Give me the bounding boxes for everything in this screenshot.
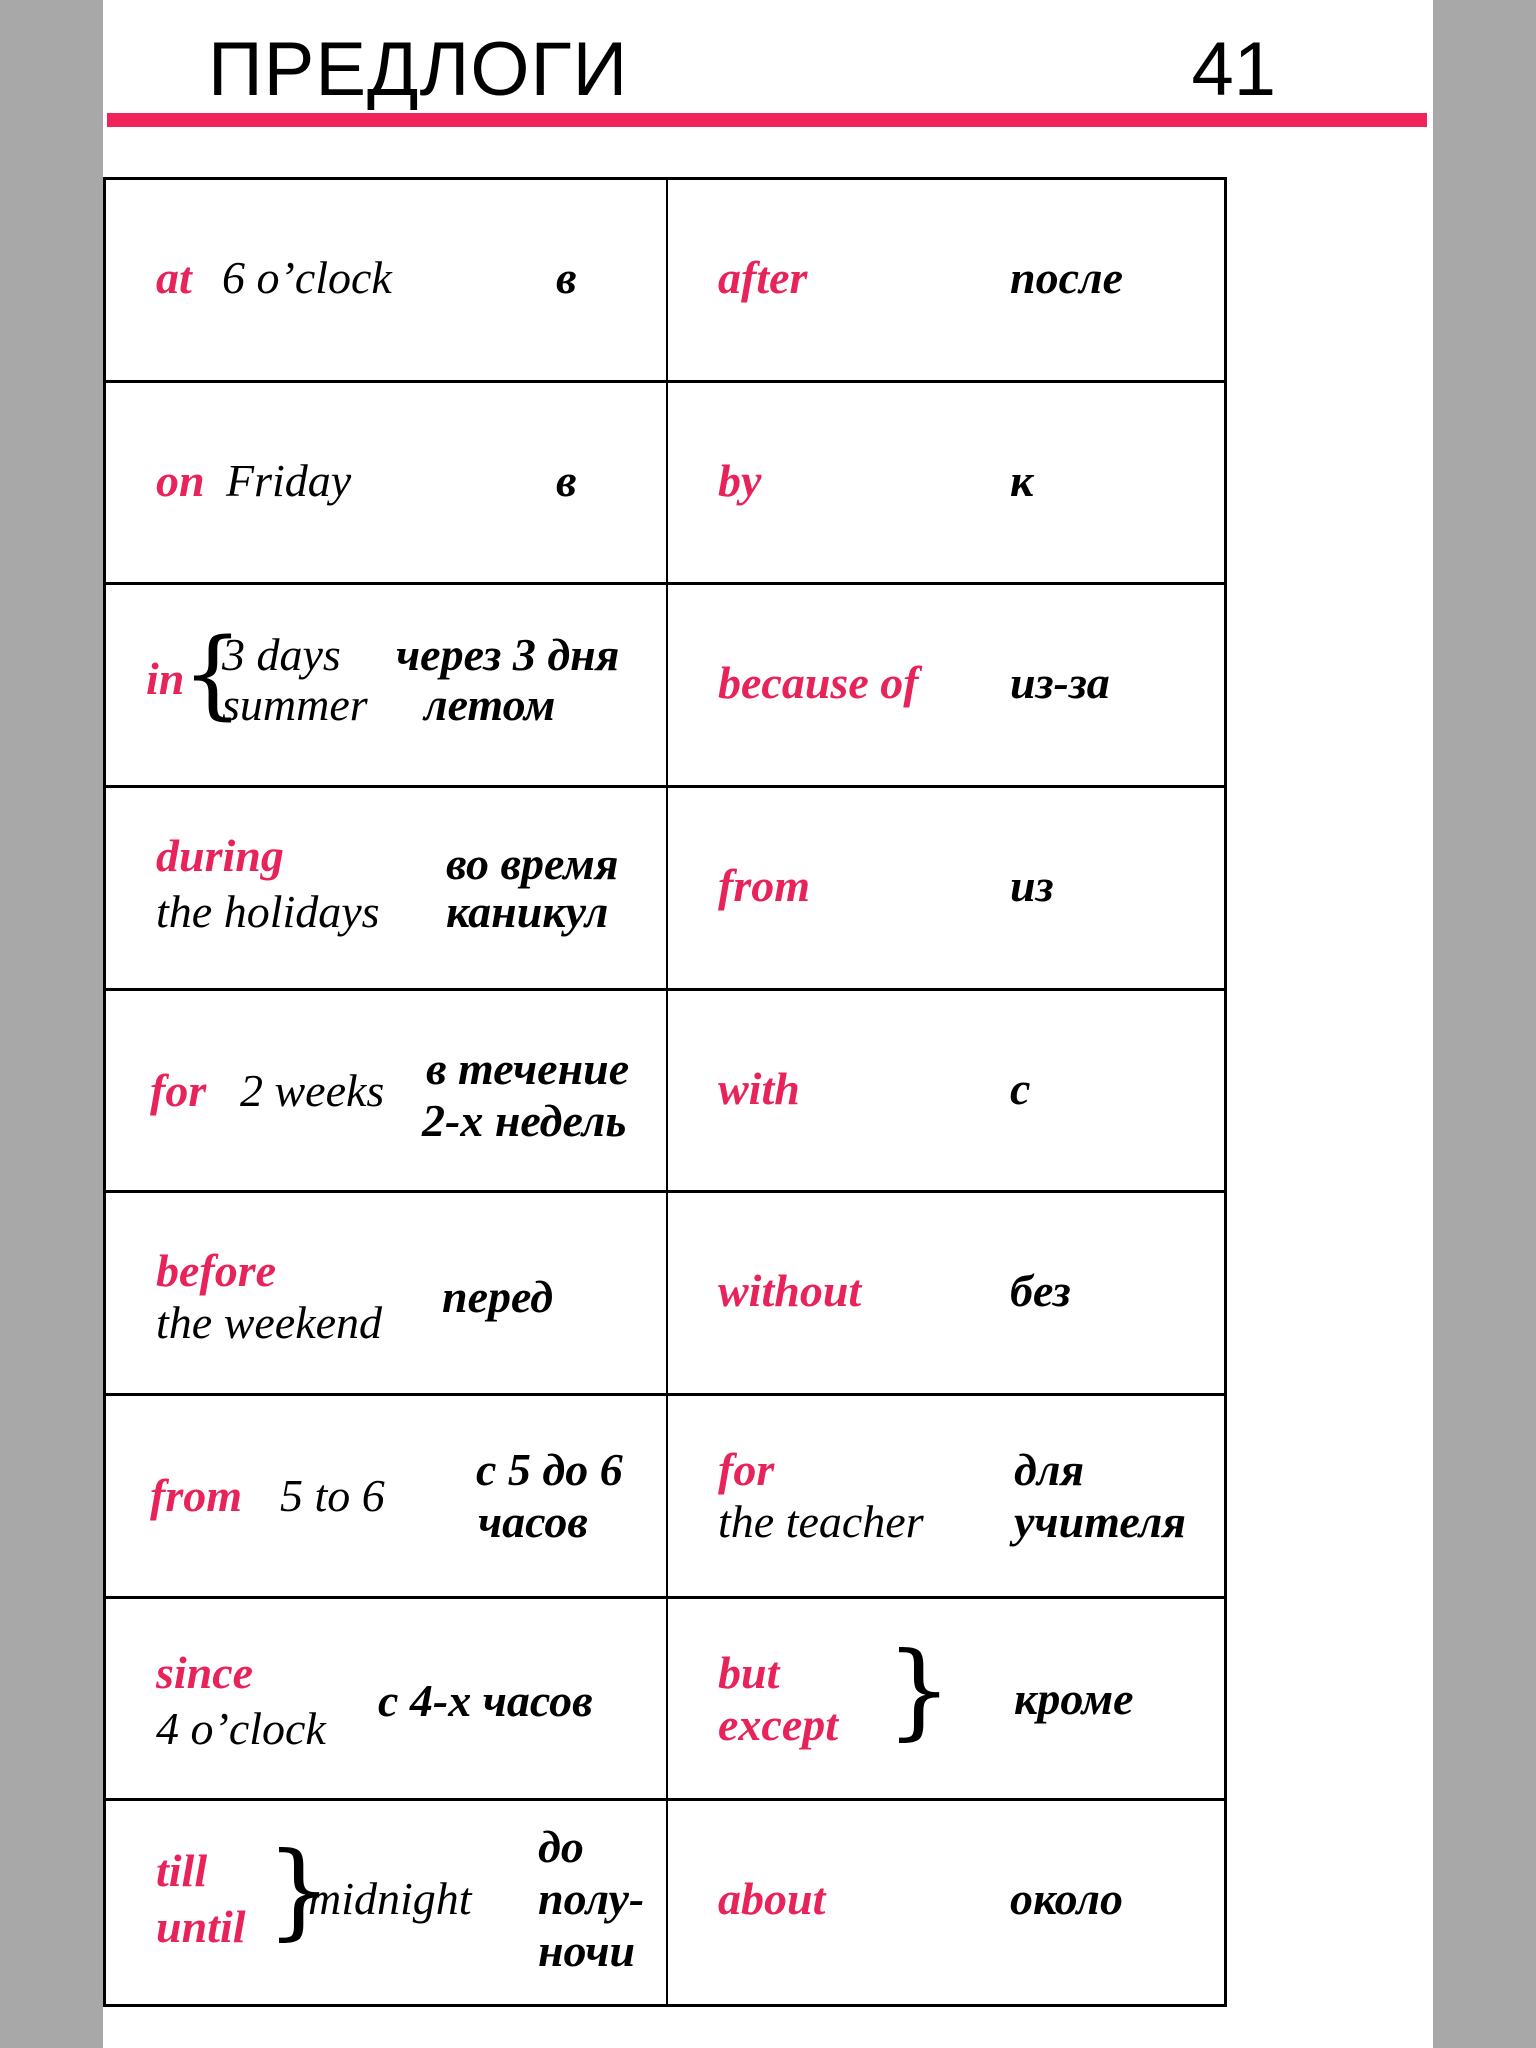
table-cell (106, 1801, 668, 2004)
preposition: since (156, 1646, 254, 1698)
table-cell (106, 180, 668, 383)
preposition: except (718, 1698, 839, 1750)
russian-translation: ночи (538, 1925, 636, 1977)
preposition: but (718, 1646, 780, 1698)
russian-translation: после (1010, 252, 1124, 303)
russian-translation: 2-х недель (422, 1094, 627, 1146)
table-cell (106, 1396, 668, 1599)
table-cell (668, 585, 1224, 788)
russian-translation: к (1010, 454, 1034, 506)
russian-translation: с 4-х часов (378, 1674, 593, 1726)
table-cell (106, 1599, 668, 1802)
english-phrase: the weekend (156, 1297, 383, 1349)
english-phrase: 3 days (222, 629, 341, 681)
preposition: till (156, 1845, 208, 1897)
table-cell (668, 788, 1224, 991)
preposition: by (718, 454, 762, 506)
preposition: about (718, 1873, 826, 1925)
brace-icon: { (182, 618, 244, 731)
russian-translation: часов (478, 1496, 588, 1547)
brace-icon: } (266, 1829, 333, 1952)
russian-translation: с 5 до 6 (476, 1444, 623, 1495)
preposition: at (156, 252, 192, 303)
russian-translation: кроме (1014, 1672, 1134, 1724)
russian-translation: во время (446, 838, 619, 889)
english-phrase: 2 weeks (240, 1064, 385, 1116)
russian-translation: через 3 дня (396, 629, 620, 681)
brace-icon: } (886, 1628, 953, 1751)
table-cell (668, 180, 1224, 383)
table-cell (106, 991, 668, 1194)
preposition: without (718, 1265, 862, 1317)
english-phrase: summer (222, 679, 368, 731)
english-phrase: the holidays (156, 886, 380, 937)
russian-translation: каникул (446, 886, 609, 937)
english-phrase: 4 o’clock (156, 1702, 326, 1754)
english-phrase: 6 o’clock (222, 252, 392, 303)
preposition: during (156, 830, 284, 881)
preposition: before (156, 1245, 277, 1297)
table-cell (668, 991, 1224, 1194)
russian-translation: в течение (426, 1042, 630, 1094)
russian-translation: до (538, 1821, 584, 1873)
russian-translation: для (1014, 1444, 1085, 1495)
preposition: from (150, 1470, 242, 1521)
preposition: after (718, 252, 808, 303)
russian-translation: в (556, 252, 577, 303)
preposition: for (150, 1064, 207, 1116)
table-cell (668, 1396, 1224, 1599)
russian-translation: из (1010, 860, 1054, 911)
table-cell (668, 383, 1224, 586)
table-cell (668, 1599, 1224, 1802)
russian-translation: около (1010, 1873, 1124, 1925)
russian-translation: учителя (1014, 1496, 1186, 1547)
table-cell (668, 1193, 1224, 1396)
english-phrase: 5 to 6 (280, 1470, 385, 1521)
russian-translation: полу- (538, 1873, 645, 1925)
table-cell (106, 788, 668, 991)
table-cell (668, 1801, 1224, 2004)
english-phrase: midnight (308, 1873, 472, 1925)
table-cell (106, 383, 668, 586)
table-cell (106, 1193, 668, 1396)
preposition: until (156, 1901, 246, 1953)
russian-translation: из-за (1010, 657, 1110, 709)
preposition: with (718, 1062, 800, 1114)
table-cell (106, 585, 668, 788)
preposition: from (718, 860, 810, 911)
russian-translation: без (1010, 1265, 1071, 1317)
prepositions-table (103, 177, 1227, 2007)
russian-translation: в (556, 454, 577, 506)
english-phrase: the teacher (718, 1496, 924, 1547)
header-rule (107, 113, 1427, 127)
preposition: because of (718, 657, 919, 709)
russian-translation: перед (442, 1271, 554, 1323)
preposition: in (146, 653, 185, 705)
preposition: for (718, 1444, 775, 1495)
preposition: on (156, 454, 205, 506)
english-phrase: Friday (226, 454, 352, 506)
page-number: 41 (1191, 27, 1276, 112)
page-title: ПРЕДЛОГИ (208, 27, 629, 112)
russian-translation: летом (424, 679, 556, 731)
russian-translation: с (1010, 1062, 1031, 1114)
